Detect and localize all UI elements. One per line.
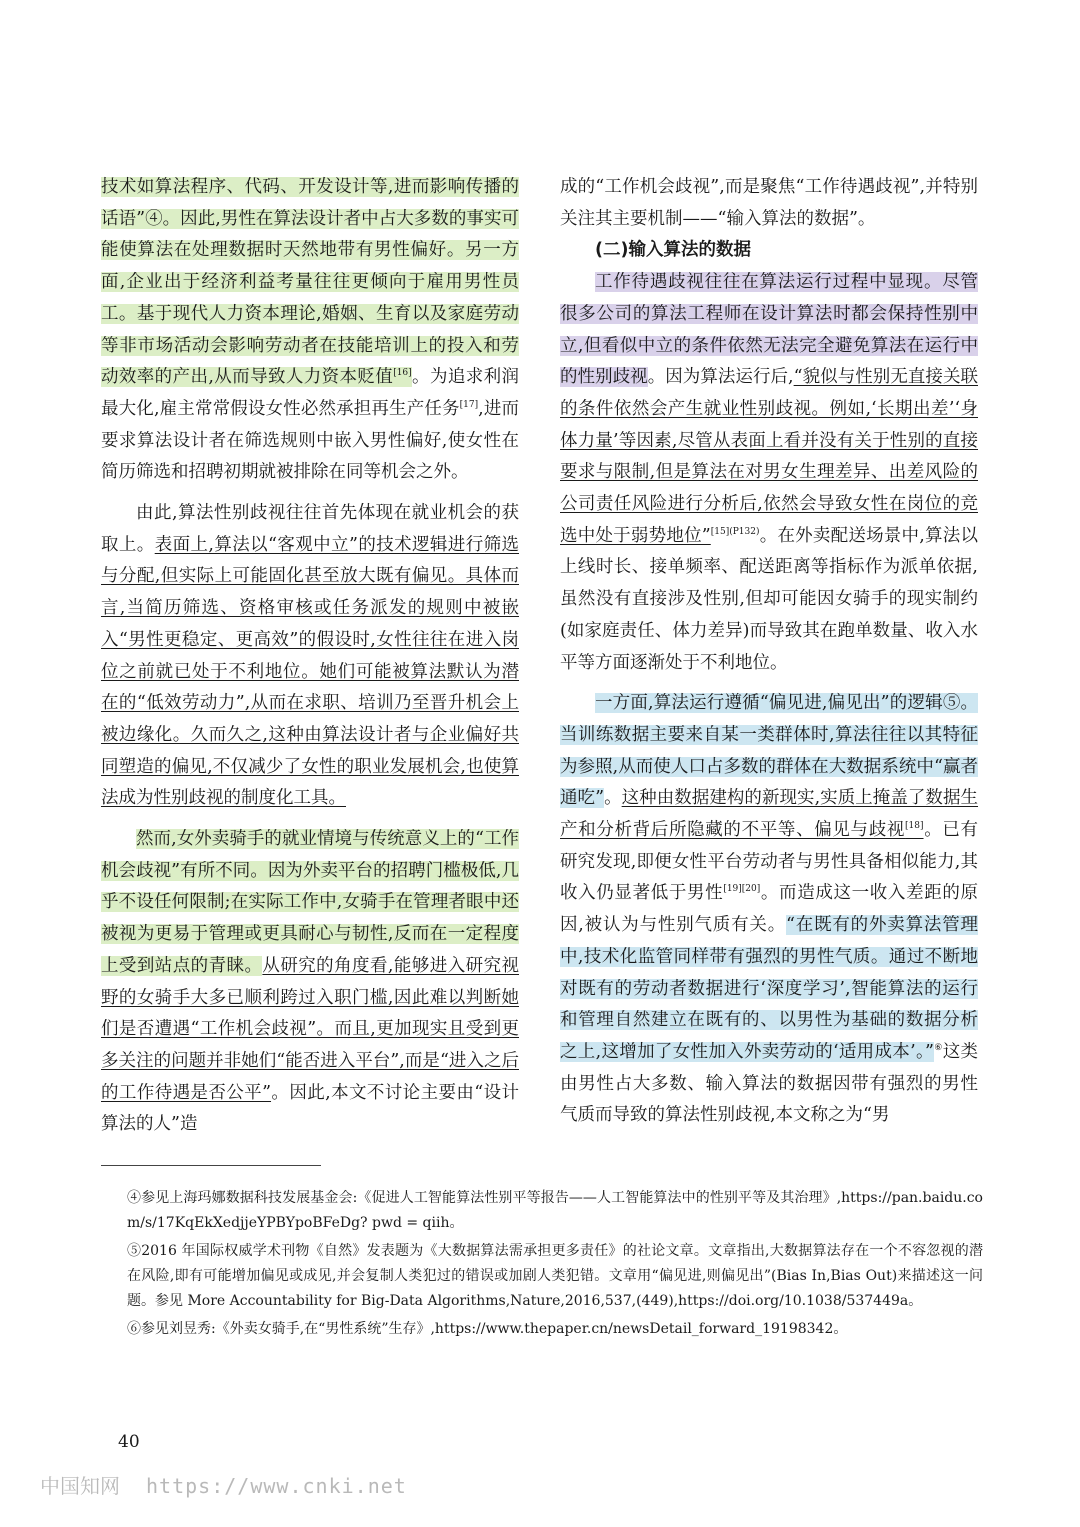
footnotes bbox=[127, 1186, 983, 1345]
paragraph-left-2: 由此,算法性别歧视往往首先体现在就业机会的获取上。表面上,算法以“客观中立”的技术逻辑进行筛选与分配,但实际上可能固化甚至放大既有偏见。具体而言,当简历筛选、资格审核或任务派发的规则中被嵌入“男性更稳定、更高效”的假设时,女性往往在进入岗位之前就已处于不利地位。她们可能被算法默认为潜在的“低效劳动力”,从而在求职、培训乃至晋升机会上被边缘化。久而久之,这种由算法设计者与企业偏好共同塑造的偏见,不仅减少了女性的职业发展机会,也使算法成为性别歧视的制度化工具。 bbox=[101, 503, 519, 809]
citation: [17] bbox=[459, 400, 479, 411]
cnki-watermark bbox=[40, 1470, 407, 1499]
paragraph-right-2: 工作待遇歧视往往在算法运行过程中显现。尽管很多公司的算法工程师在设计算法时都会保持性别中立,但看似中立的条件依然无法完全避免算法在运行中的性别歧视。因为算法运行后,“貌似与性别无直接关联的条件依然会产生就业性别歧视。例如,‘长期出差’‘身体力量’等因素,尽管从表面上看并没有关于性别的直接要求与限制,但是算法在对男女生理差异、出差风险的公司责任风险进行分析后,依然会导致女性在岗位的竞选中处于弱势地位”$^{[15](P132)}$。在外卖配送场景中,算法以上线时长、接单频率、配送距离等指标作为派单依据,虽然没有直接涉及性别,但却可能因女骑手的现实制约(如家庭责任、体力差异)而导致其在跑单数量、收入水平等方面逐渐处于不利地位。 bbox=[560, 272, 979, 673]
paragraph-right-1: 成的“工作机会歧视”,而是聚焦“工作待遇歧视”,并特别关注其主要机制——“输入算法的数据”。 bbox=[560, 177, 978, 229]
highlight-blue-quote: “在既有的外卖算法管理中,技术化监管同样带有强烈的男性气质。通过不断地对既有的劳动者数据进行‘深度学习’,智能算法的运行和管理自然建立在既有的、以男性为基础的数据分析之上,这增加了女性加入外卖劳动的‘适用成本’。” bbox=[560, 915, 978, 1062]
footnote-6: ⑥参见刘昱秀:《外卖女骑手,在“男性系统”生存》,https://www.thepaper.cn/newsDetail_forward_19198342。 bbox=[127, 1321, 848, 1337]
page-number: 40 bbox=[118, 1432, 140, 1452]
left-column bbox=[101, 172, 519, 1141]
paragraph-left-3: 然而,女外卖骑手的就业情境与传统意义上的“工作机会歧视”有所不同。因为外卖平台的招聘门槛极低,几乎不设任何限制;在实际工作中,女骑手在管理者眼中还被视为更易于管理或更具耐心与韧性,反而在一定程度上受到站点的青睐。从研究的角度看,能够进入研究视野的女骑手大多已顺利跨过入职门槛,因此难以判断她们是否遭遇“工作机会歧视”。而且,更加现实且受到更多关注的问题并非她们“能否进入平台”,而是“进入之后的工作待遇是否公平”。因此,本文不讨论主要由“设计算法的人”造 bbox=[101, 829, 520, 1135]
footnote-4: ④参见上海玛娜数据科技发展基金会:《促进人工智能算法性别平等报告——人工智能算法中的性别平等及其治理》,https://pan.baidu.com/s/17KqEkXedjjeYPBYpoBFeDg? pwd = qiih。 bbox=[127, 1190, 983, 1231]
section-heading: (二)输入算法的数据 bbox=[595, 240, 751, 261]
footnote-5: ⑤2016 年国际权威学术刊物《自然》发表题为《大数据算法需承担更多责任》的社论文章。文章指出,大数据算法存在一个不容忽视的潜在风险,即有可能增加偏见或成见,并会复制人类犯过的错误或加剧人类犯错。文章用“偏见进,则偏见出”(Bias In,Bias Out)来描述这一问题。参见 More Accountability for Big-Data Algorithms,Nature,2016,537,(449),https://doi.org/10.1038/537449a。 bbox=[127, 1243, 983, 1309]
paragraph-left-1: 技术如算法程序、代码、开发设计等,进而影响传播的话语”④。因此,男性在算法设计者中占大多数的事实可能使算法在处理数据时天然地带有男性偏好。另一方面,企业出于经济利益考量往往更倾向于雇用男性员工。基于现代人力资本理论,婚姻、生育以及家庭劳动等非市场活动会影响劳动者在技能培训上的投入和劳动效率的产出,从而导致人力资本贬值[16]。为追求利润最大化,雇主常常假设女性必然承担再生产任务[17],进而要求算法设计者在筛选规则中嵌入男性偏好,使女性在简历筛选和招聘初期就被排除在同等机会之外。 bbox=[101, 177, 520, 483]
highlight-blue: 一方面,算法运行遵循“偏见进,偏见出”的逻辑⑤。当训练数据主要来自某一类群体时,算法往往以其特征为参照,从而使人口占多数的群体在大数据系统中“赢者通吃” bbox=[560, 693, 978, 809]
cnki-logo-text: 中国知网 bbox=[40, 1474, 120, 1498]
highlight-green: 然而,女外卖骑手的就业情境与传统意义上的“工作机会歧视”有所不同。因为外卖平台的招聘门槛极低,几乎不设任何限制;在实际工作中,女骑手在管理者眼中还被视为更易于管理或更具耐心与韧性,反而在一定程度上受到站点的青睐。 bbox=[101, 829, 519, 976]
underlined-text: 这种由数据建构的新现实,实质上掩盖了数据生产和分析背后所隐藏的不平等、偏见与歧视[18] bbox=[560, 788, 979, 841]
right-column bbox=[560, 172, 978, 1132]
underlined-text: 表面上,算法以“客观中立”的技术逻辑进行筛选与分配,但实际上可能固化甚至放大既有偏见。具体而言,当简历筛选、资格审核或任务派发的规则中被嵌入“男性更稳定、更高效”的假设时,女性往往在进入岗位之前就已处于不利地位。她们可能被算法默认为潜在的“低效劳动力”,从而在求职、培训乃至晋升机会上被边缘化。久而久之,这种由算法设计者与企业偏好共同塑造的偏见,不仅减少了女性的职业发展机会,也使算法成为性别歧视的制度化工具。 bbox=[101, 534, 519, 809]
highlight-green: 技术如算法程序、代码、开发设计等,进而影响传播的话语”④。因此,男性在算法设计者中占大多数的事实可能使算法在处理数据时天然地带有男性偏好。另一方面,企业出于经济利益考量往往更倾向于雇用男性员工。基于现代人力资本理论,婚姻、生育以及家庭劳动等非市场活动会影响劳动者在技能培训上的投入和劳动效率的产出,从而导致人力资本贬值[16] bbox=[101, 177, 519, 388]
cnki-url: https://www.cnki.net bbox=[146, 1474, 407, 1498]
footnote-marker: ⑥ bbox=[934, 1043, 943, 1054]
footnote-divider bbox=[101, 1165, 321, 1166]
highlight-purple: 工作待遇歧视往往在算法运行过程中显现。尽管很多公司的算法工程师在设计算法时都会保持性别中立,但看似中立的条件依然无法完全避免算法在运行中的性别歧视 bbox=[560, 272, 978, 388]
citation: [18] bbox=[905, 821, 924, 832]
underlined-quote: “貌似与性别无直接关联的条件依然会产生就业性别歧视。例如,‘长期出差’‘身体力量’等因素,尽管从表面上看并没有关于性别的直接要求与限制,但是算法在对男女生理差异、出差风险的公司责任风险进行分析后,依然会导致女性在岗位的竞选中处于弱势地位” bbox=[560, 367, 978, 546]
citation: [15](P132) bbox=[710, 526, 760, 537]
citation: [16] bbox=[393, 368, 412, 379]
citation: [19][20] bbox=[723, 884, 761, 895]
paragraph-right-3: 一方面,算法运行遵循“偏见进,偏见出”的逻辑⑤。当训练数据主要来自某一类群体时,算法往往以其特征为参照,从而使人口占多数的群体在大数据系统中“赢者通吃”。这种由数据建构的新现实,实质上掩盖了数据生产和分析背后所隐藏的不平等、偏见与歧视[18]。已有研究发现,即便女性平台劳动者与男性具备相似能力,其收入仍显著低于男性[19][20]。而造成这一收入差距的原因,被认为与性别气质有关。“在既有的外卖算法管理中,技术化监管同样带有强烈的男性气质。通过不断地对既有的劳动者数据进行‘深度学习’,智能算法的运行和管理自然建立在既有的、以男性为基础的数据分析之上,这增加了女性加入外卖劳动的‘适用成本’。”⑥这类由男性占大多数、输入算法的数据因带有强烈的男性气质而导致的算法性别歧视,本文称之为“男 bbox=[560, 693, 979, 1126]
underlined-text: 从研究的角度看,能够进入研究视野的女骑手大多已顺利跨过入职门槛,因此难以判断她们是否遭遇“工作机会歧视”。而且,更加现实且受到更多关注的问题并非她们“能否进入平台”,而是“进入之后的工作待遇是否公平” bbox=[101, 955, 520, 1103]
